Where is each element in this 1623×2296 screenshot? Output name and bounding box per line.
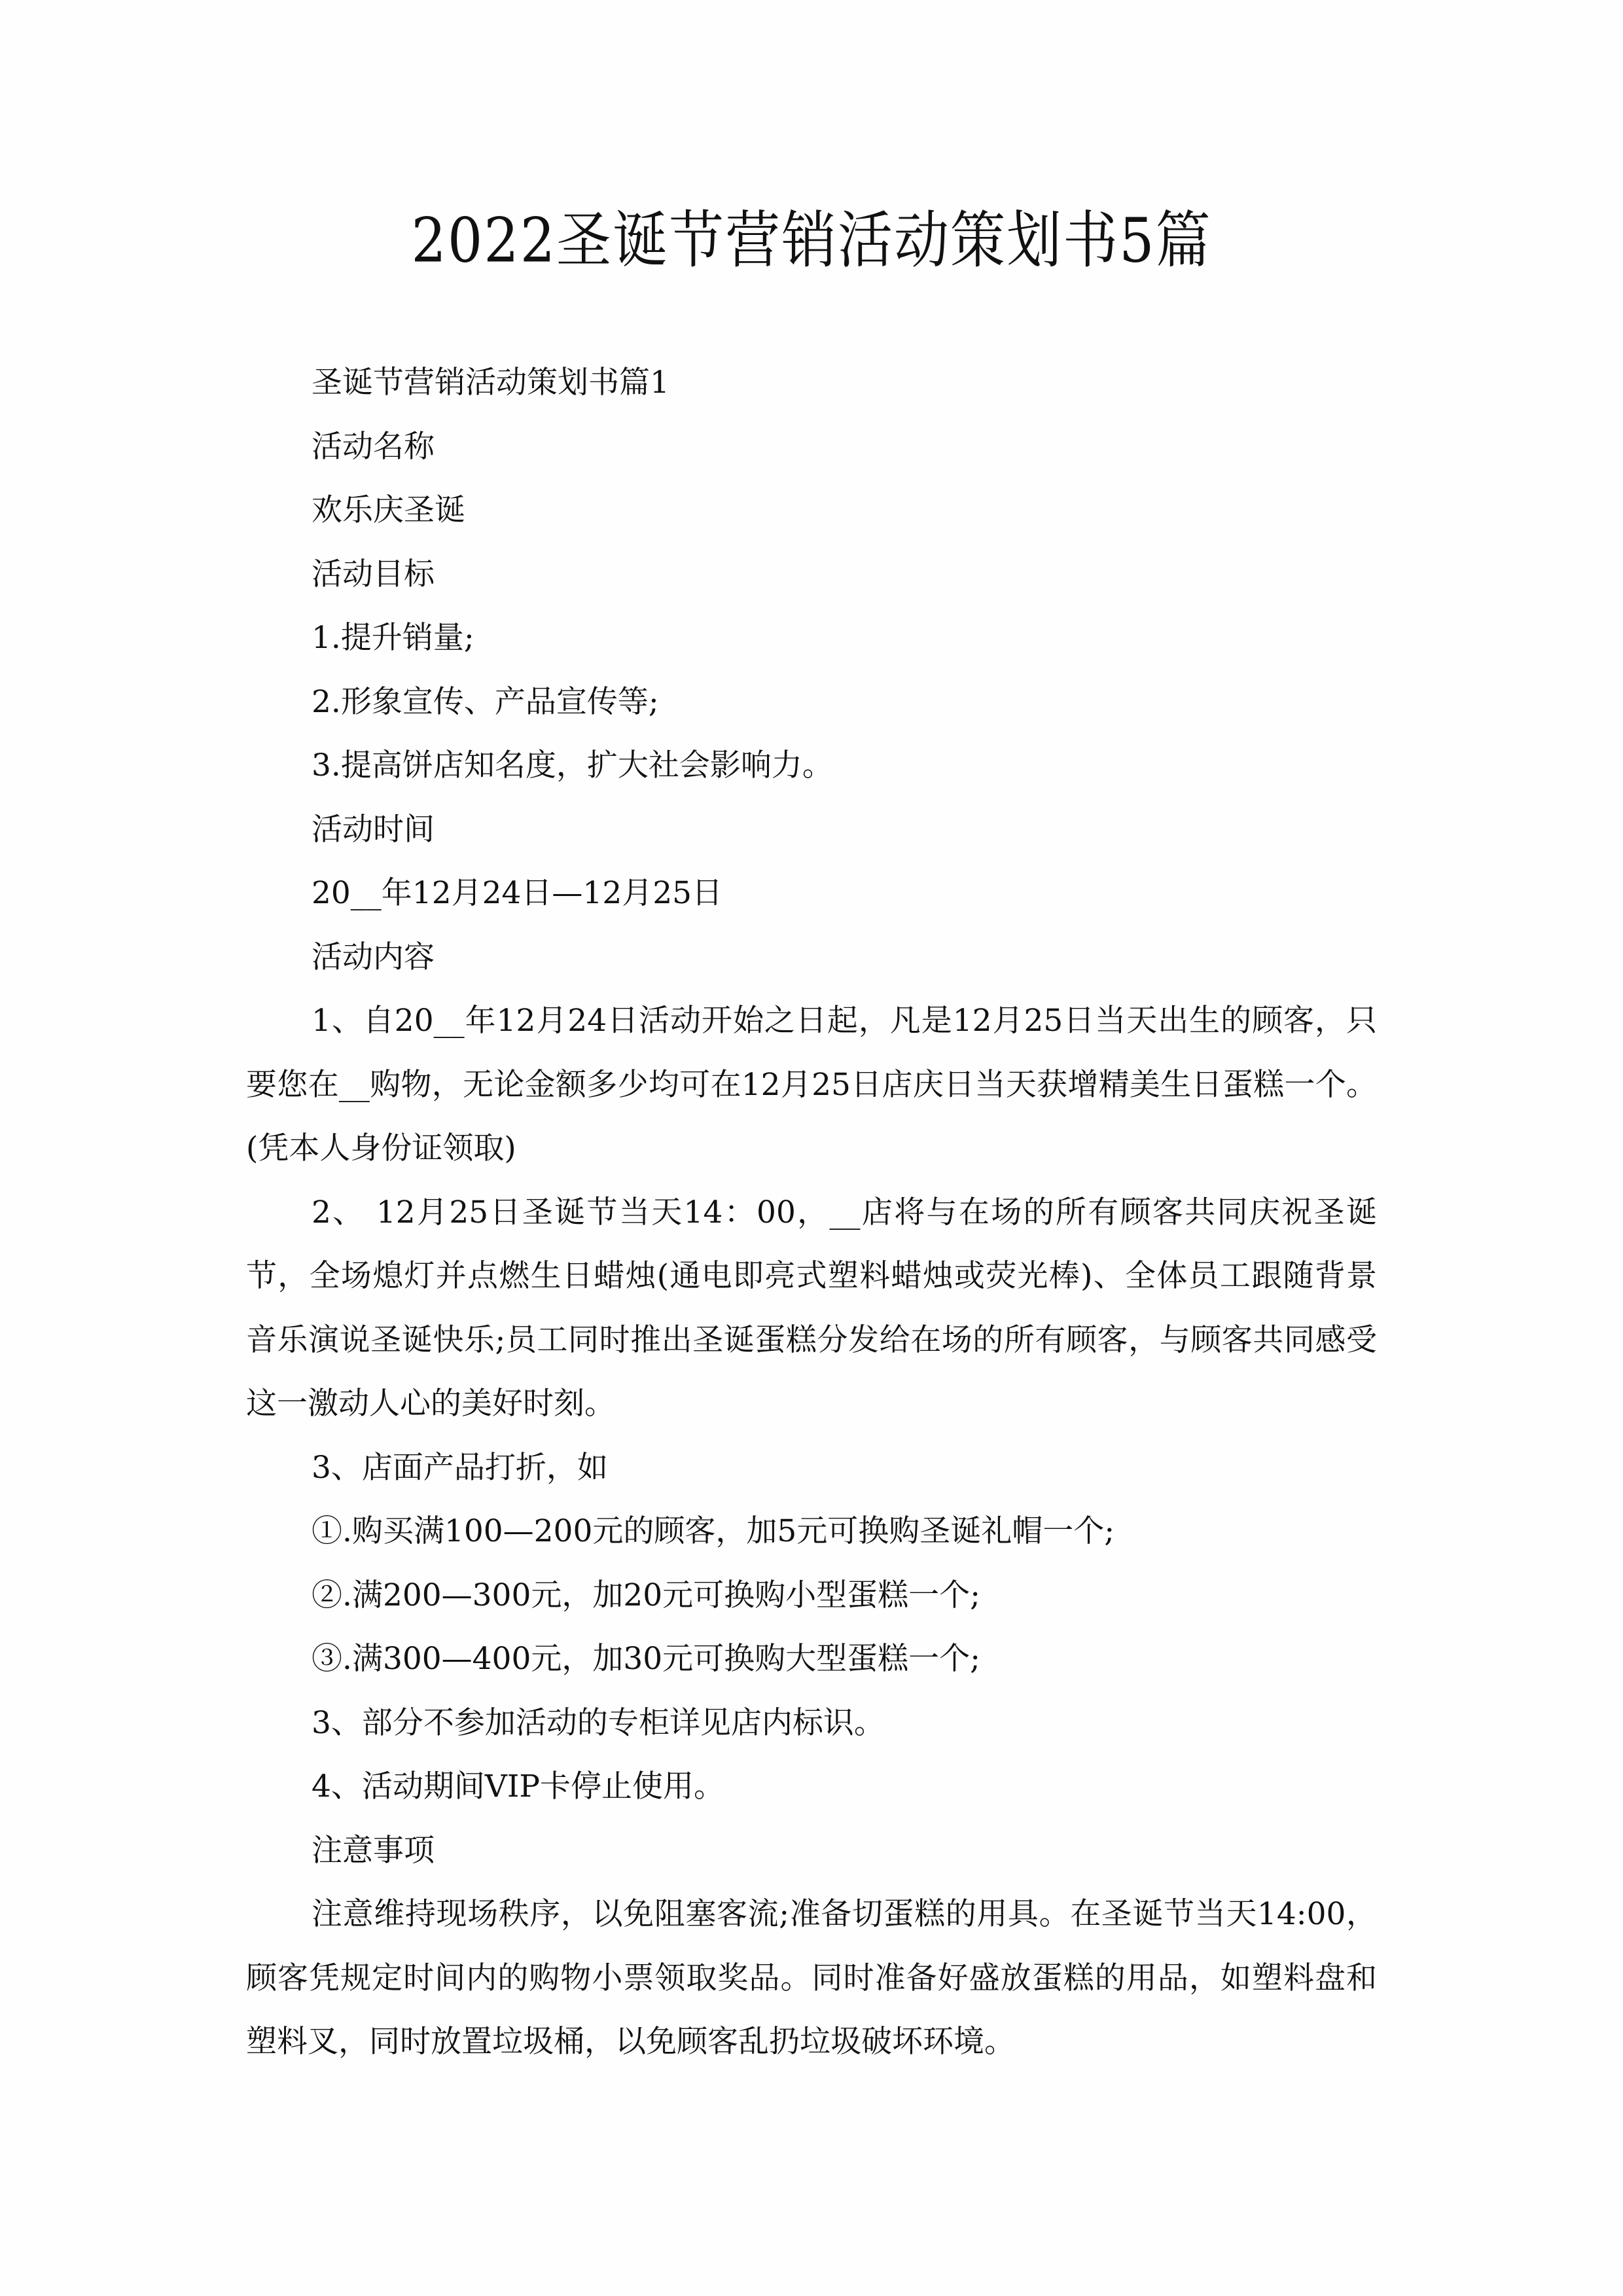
activity-time-label: 活动时间 (312, 811, 435, 848)
goal-item: 1.提升销量; (312, 620, 474, 656)
activity-content-label: 活动内容 (312, 939, 435, 975)
content-paragraph: 2、 12月25日圣诞节当天14：00，__店将与在场的所有顾客共同庆祝圣诞节，全场熄灯并点燃生日蜡烛(通电即亮式塑料蜡烛或荧光棒)、全体员工跟随背景音乐演说圣诞快乐;员工同时推出圣诞蛋糕分发给在场的所有顾客，与顾客共同感受这一激动人心的美好时刻。 (246, 1194, 1377, 1422)
discount-item: ①.购买满100—200元的顾客，加5元可换购圣诞礼帽一个; (312, 1513, 1115, 1549)
activity-goal-label: 活动目标 (312, 556, 435, 592)
notes-paragraph: 注意维持现场秩序，以免阻塞客流;准备切蛋糕的用具。在圣诞节当天14:00，顾客凭规定时间内的购物小票领取奖品。同时准备好盛放蛋糕的用品，如塑料盘和塑料叉，同时放置垃圾桶，以免顾客乱扔垃圾破坏环境。 (246, 1896, 1377, 2060)
activity-name-value: 欢乐庆圣诞 (312, 492, 465, 528)
content-paragraph: 3、部分不参加活动的专柜详见店内标识。 (312, 1704, 885, 1741)
activity-time-value: 20__年12月24日—12月25日 (312, 875, 723, 911)
document-title: 2022圣诞节营销活动策划书5篇 (411, 204, 1212, 277)
activity-name-label: 活动名称 (312, 428, 435, 465)
goal-item: 3.提高饼店知名度，扩大社会影响力。 (312, 747, 833, 783)
content-paragraph: 3、店面产品打折，如 (312, 1449, 608, 1486)
document-body (246, 351, 1377, 2074)
section-heading: 圣诞节营销活动策划书篇1 (312, 365, 669, 401)
notes-label: 注意事项 (312, 1832, 435, 1869)
discount-item: ③.满300—400元，加30元可换购大型蛋糕一个; (312, 1641, 980, 1677)
goal-item: 2.形象宣传、产品宣传等; (312, 683, 659, 720)
discount-item: ②.满200—300元，加20元可换购小型蛋糕一个; (312, 1577, 980, 1613)
content-paragraph: 4、活动期间VIP卡停止使用。 (312, 1768, 725, 1804)
content-paragraph: 1、自20__年12月24日活动开始之日起，凡是12月25日当天出生的顾客，只要您在__购物，无论金额多少均可在12月25日店庆日当天获增精美生日蛋糕一个。(凭本人身份证领取) (246, 1003, 1377, 1166)
